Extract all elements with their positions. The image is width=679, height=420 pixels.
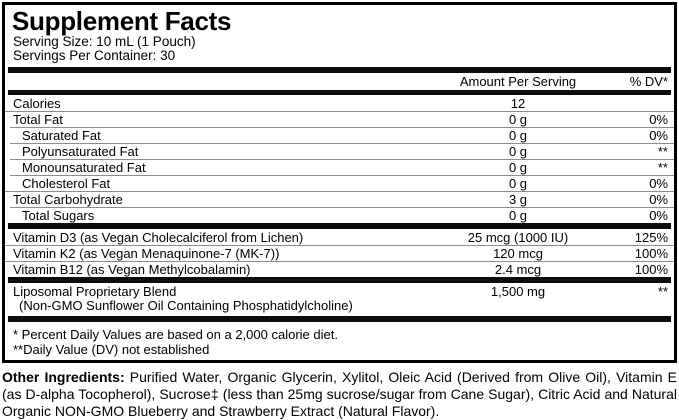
nutrient-dv: **	[657, 160, 668, 175]
percent-dv-header: % DV*	[629, 74, 668, 89]
blend-amount: 1,500 mg	[490, 284, 546, 299]
row-monounsaturated-fat	[10, 159, 674, 175]
row-total-fat	[5, 111, 674, 127]
blend-dv: **	[657, 284, 668, 299]
nutrient-name: Polyunsaturated Fat	[22, 144, 139, 159]
nutrient-name: Vitamin K2 (as Vegan Menaquinone-7 (MK-7))	[13, 246, 280, 261]
footnote-dv-not-established: **Daily Value (DV) not established	[13, 341, 210, 357]
nutrient-name: Total Fat	[13, 112, 63, 127]
nutrient-dv: 0%	[649, 208, 668, 223]
row-vitamin-k2	[5, 245, 674, 261]
nutrient-amount: 12	[510, 95, 526, 111]
nutrient-amount: 2.4 mcg	[494, 262, 542, 277]
nutrient-name: Total Carbohydrate	[13, 192, 123, 207]
amount-per-serving-header: Amount Per Serving	[459, 74, 577, 89]
nutrient-amount: 120 mcg	[493, 246, 543, 261]
nutrient-amount: 0 g	[508, 176, 528, 191]
blend-subtitle: (Non-GMO Sunflower Oil Containing Phosphatidylcholine)	[19, 298, 353, 313]
nutrient-dv: 0%	[649, 192, 668, 207]
vitamin-section	[5, 229, 674, 277]
row-total-sugars	[10, 207, 674, 223]
row-vitamin-d3	[5, 229, 674, 245]
nutrient-name: Total Sugars	[22, 208, 95, 223]
row-polyunsaturated-fat	[10, 143, 674, 159]
row-vitamin-b12	[5, 261, 674, 277]
nutrient-amount: 0 g	[508, 128, 528, 143]
other-ingredients-label: Other Ingredients:	[2, 369, 125, 385]
servings-per-container: Servings Per Container: 30	[13, 48, 176, 63]
footnote-percent-dv: * Percent Daily Values are based on a 2,000 calorie diet.	[13, 327, 338, 342]
nutrient-dv: 100%	[634, 262, 668, 277]
nutrient-dv: 0%	[649, 176, 668, 191]
panel-title: Supplement Facts	[12, 6, 232, 36]
footnotes	[5, 322, 674, 357]
serving-size: Serving Size: 10 mL (1 Pouch)	[13, 34, 196, 49]
nutrient-amount: 3 g	[508, 192, 528, 207]
nutrient-dv: 0%	[649, 128, 668, 143]
supplement-facts-panel	[2, 2, 677, 363]
row-calories	[5, 95, 674, 111]
nutrient-dv: 0%	[649, 112, 668, 127]
nutrient-name: Saturated Fat	[22, 128, 101, 143]
nutrient-name: Vitamin D3 (as Vegan Cholecalciferol from Lichen)	[13, 229, 304, 245]
macronutrient-section	[5, 95, 674, 223]
nutrient-name: Monounsaturated Fat	[22, 160, 146, 175]
other-ingredients-text: Purified Water, Organic Glycerin, Xylitol, Oleic Acid (Derived from Olive Oil), Vitamin E (as D-alpha Tocopherol), Sucrose‡ (less than 25mg sucrose/sugar from Cane Sugar), Citric Acid and Natural Organic NON-GMO Blueberry and Strawberry Extract (Natural Flavor).	[2, 369, 677, 419]
nutrient-dv: 125%	[634, 229, 668, 245]
blend-name	[5, 285, 418, 313]
other-ingredients-paragraph	[2, 369, 677, 420]
nutrient-dv: 100%	[634, 246, 668, 261]
row-saturated-fat	[10, 127, 674, 143]
nutrient-dv: **	[657, 144, 668, 159]
nutrient-amount: 25 mcg (1000 IU)	[467, 229, 569, 245]
nutrient-name: Calories	[13, 95, 61, 111]
row-cholesterol-fat	[10, 175, 674, 191]
row-total-carbohydrate	[5, 191, 674, 207]
blend-title: Liposomal Proprietary Blend	[13, 284, 177, 299]
nutrient-name: Cholesterol Fat	[22, 176, 111, 191]
row-liposomal-blend	[5, 283, 674, 316]
column-header-row	[5, 73, 674, 90]
nutrient-amount: 0 g	[508, 144, 528, 159]
nutrient-amount: 0 g	[508, 208, 528, 223]
nutrient-amount: 0 g	[508, 112, 528, 127]
nutrient-amount: 0 g	[508, 160, 528, 175]
nutrient-name: Vitamin B12 (as Vegan Methylcobalamin)	[13, 262, 251, 277]
